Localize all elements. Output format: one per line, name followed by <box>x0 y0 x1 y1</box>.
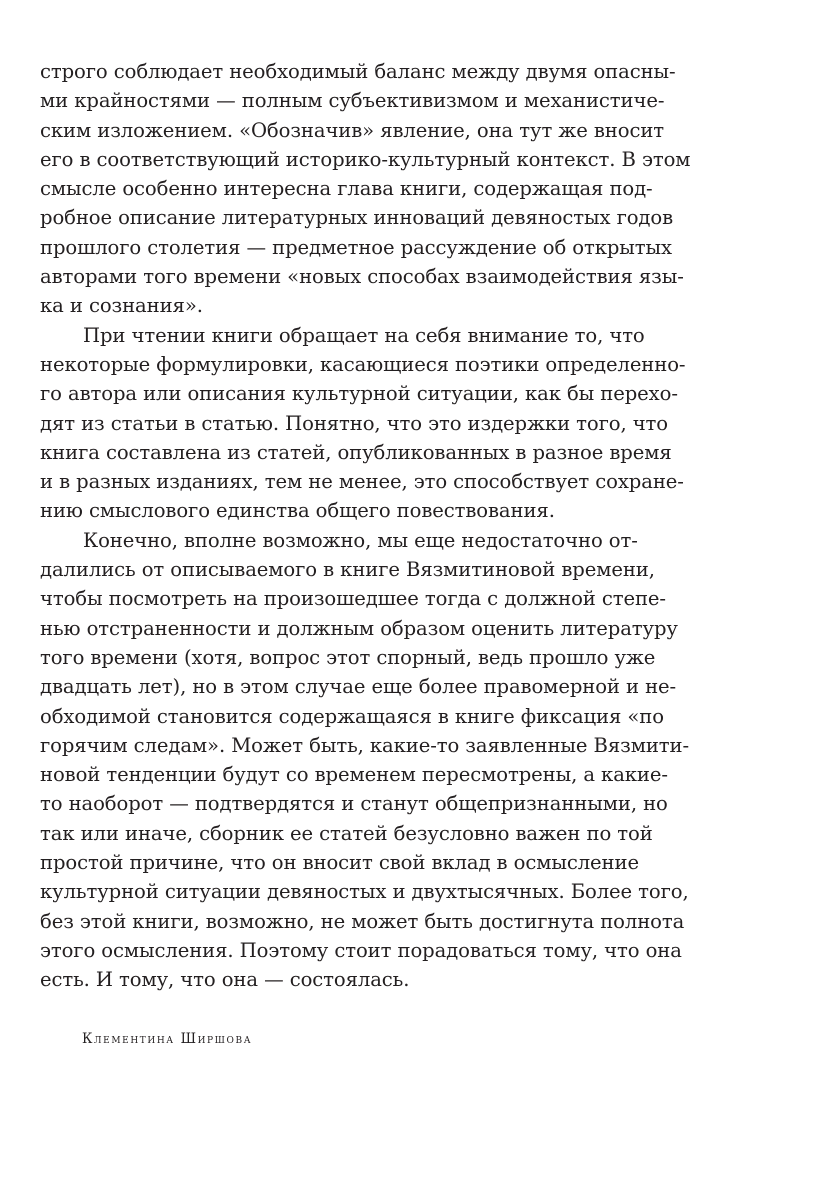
text-line: без этой книги, возможно, не может быть достигнута полнота <box>40 909 685 933</box>
text-line: простой причине, что он вносит свой вклад в осмысление <box>40 851 639 875</box>
text-line: культурной ситуации девяностых и двухтысячных. Более того, <box>40 880 689 904</box>
text-line: нию смыслового единства общего повествования. <box>40 499 555 523</box>
text-line: есть. И тому, что она — состоялась. <box>40 968 410 992</box>
author-signature: Клементина Ширшова <box>82 1031 253 1047</box>
text-line: некоторые формулировки, касающиеся поэтики определенно- <box>40 352 686 376</box>
text-line: его в соответствующий историко-культурный контекст. В этом <box>40 147 691 171</box>
text-line: обходимой становится содержащаяся в книге фиксация «по <box>40 704 664 728</box>
text-line: авторами того времени «новых способах взаимодействия язы- <box>40 265 684 289</box>
text-line: и в разных изданиях, тем не менее, это способствует сохране- <box>40 470 684 494</box>
paragraph-start-line: При чтении книги обращает на себя внимание то, что <box>83 323 645 347</box>
text-line: робное описание литературных инноваций девяностых годов <box>40 206 674 230</box>
text-line: новой тенденции будут со временем пересмотрены, а какие- <box>40 763 668 787</box>
text-line: двадцать лет), но в этом случае еще более правомерной и не- <box>40 675 677 699</box>
text-line: далились от описываемого в книге Вязмитиновой времени, <box>40 558 655 582</box>
text-line: этого осмысления. Поэтому стоит порадоваться тому, что она <box>40 938 682 962</box>
text-line: ка и сознания». <box>40 294 203 318</box>
text-line: горячим следам». Может быть, какие-то заявленные Вязмити- <box>40 733 690 757</box>
text-line: чтобы посмотреть на произошедшее тогда с должной степе- <box>40 587 666 611</box>
text-line: того времени (хотя, вопрос этот спорный, ведь прошло уже <box>40 645 656 669</box>
text-line: го автора или описания культурной ситуации, как бы перехо- <box>40 382 678 406</box>
text-line: ским изложением. «Обозначив» явление, она тут же вносит <box>40 118 665 142</box>
text-line: прошлого столетия — предметное рассуждение об открытых <box>40 235 672 259</box>
paragraph-start-line: Конечно, вполне возможно, мы еще недостаточно от- <box>83 528 638 552</box>
text-line: нью отстраненности и должным образом оценить литературу <box>40 616 678 640</box>
text-line: смысле особенно интересна глава книги, содержащая под- <box>40 177 653 201</box>
article-body <box>40 57 691 995</box>
text-line: строго соблюдает необходимый баланс между двумя опасны- <box>40 60 676 83</box>
text-line: книга составлена из статей, опубликованных в разное время <box>40 440 672 464</box>
text-line: дят из статьи в статью. Понятно, что это издержки того, что <box>40 411 668 435</box>
text-line: ми крайностями — полным субъективизмом и механистиче- <box>40 89 665 113</box>
text-line: то наоборот — подтвердятся и станут общепризнанными, но <box>40 792 668 816</box>
text-line: так или иначе, сборник ее статей безусловно важен по той <box>40 821 653 845</box>
